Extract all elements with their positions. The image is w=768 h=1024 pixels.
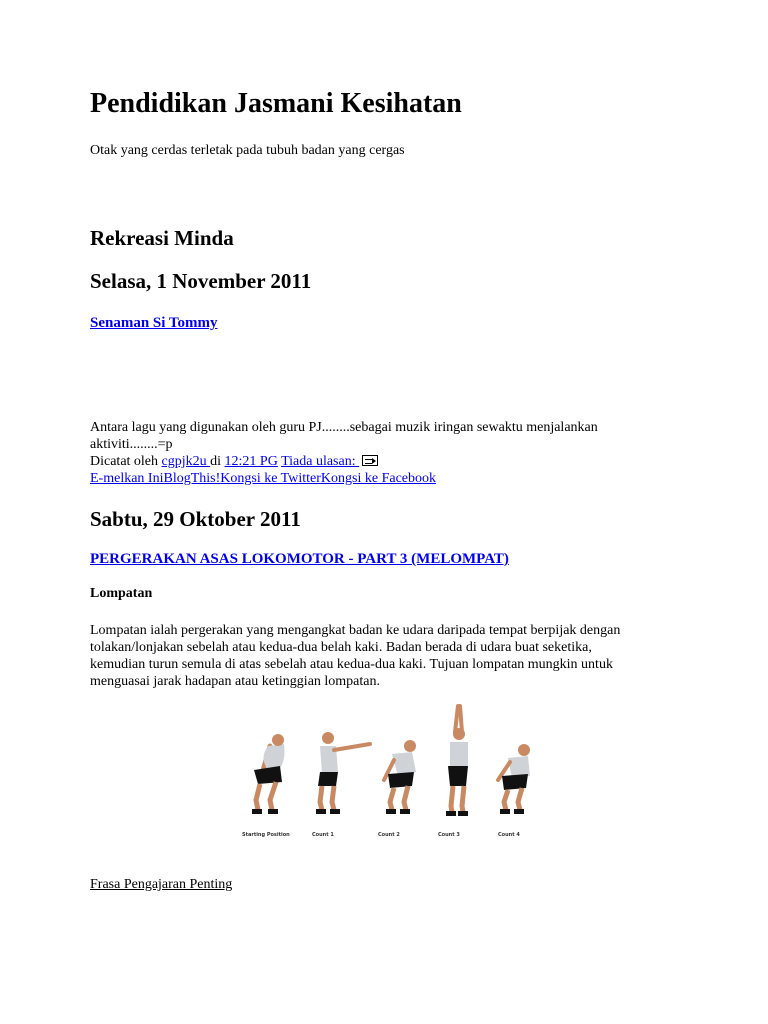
figure-count-2	[384, 740, 416, 814]
post-footer	[90, 453, 378, 470]
jump-figures-illustration	[240, 702, 540, 832]
caption-count-1: Count 1	[312, 832, 334, 838]
post-body-line: Lompatan ialah pergerakan yang mengangkat badan ke udara daripada tempat berpijak dengan	[90, 623, 621, 638]
blog-tagline: Otak yang cerdas terletak pada tubuh badan yang cergas	[90, 143, 405, 158]
figure-count-4	[498, 744, 530, 814]
posted-by-label: Dicatat oleh	[90, 454, 162, 469]
share-links	[90, 470, 436, 487]
timestamp-link[interactable]: 12:21 PG	[224, 454, 278, 469]
share-twitter-link[interactable]: Kongsi ke Twitter	[220, 471, 321, 486]
caption-count-2: Count 2	[378, 832, 400, 838]
caption-count-3: Count 3	[438, 832, 460, 838]
figure-count-1	[316, 732, 370, 814]
post-date: Sabtu, 29 Oktober 2011	[90, 507, 301, 531]
share-facebook-link[interactable]: Kongsi ke Facebook	[320, 471, 436, 486]
email-post-icon[interactable]	[362, 455, 378, 466]
caption-starting-position: Starting Position	[242, 832, 290, 838]
post-body-line: kemudian turun semula di atas sebelah atau kedua-dua kaki. Tujuan lompatan mungkin untuk	[90, 657, 613, 672]
share-blogthis-link[interactable]: BlogThis!	[163, 471, 221, 486]
frasa-pengajaran-link[interactable]: Frasa Pengajaran Penting	[90, 877, 233, 892]
blog-title: Pendidikan Jasmani Kesihatan	[90, 88, 462, 119]
post-date: Selasa, 1 November 2011	[90, 269, 312, 293]
post-title	[90, 551, 509, 568]
post-body	[90, 622, 670, 690]
share-email-link[interactable]: E-melkan Ini	[90, 471, 164, 486]
post-subheading: Lompatan	[90, 586, 153, 601]
section-heading: Rekreasi Minda	[90, 226, 234, 250]
post-body-line: menguasai jarak hadapan atau ketinggian lompatan.	[90, 674, 381, 689]
author-link[interactable]: cgpjk2u	[161, 454, 211, 469]
post-body	[90, 419, 670, 453]
post-title	[90, 315, 218, 332]
caption-count-4: Count 4	[498, 832, 520, 838]
post-title-link[interactable]: Senaman Si Tommy	[90, 315, 218, 331]
jump-sequence-image	[240, 702, 540, 844]
figure-count-3	[446, 706, 468, 816]
post-body-line: aktiviti........=p	[90, 437, 173, 452]
post-body-line: tolakan/lonjakan sebelah atau kedua-dua belah kaki. Badan berada di udara buat seketika,	[90, 640, 592, 655]
comments-link[interactable]: Tiada ulasan:	[281, 454, 360, 469]
at-label: di	[210, 454, 225, 469]
figure-starting-position	[252, 734, 285, 814]
post-title-link[interactable]: PERGERAKAN ASAS LOKOMOTOR - PART 3 (MELOMPAT)	[90, 551, 509, 567]
post-body-line: Antara lagu yang digunakan oleh guru PJ........sebagai muzik iringan sewaktu menjalankan	[90, 420, 598, 435]
